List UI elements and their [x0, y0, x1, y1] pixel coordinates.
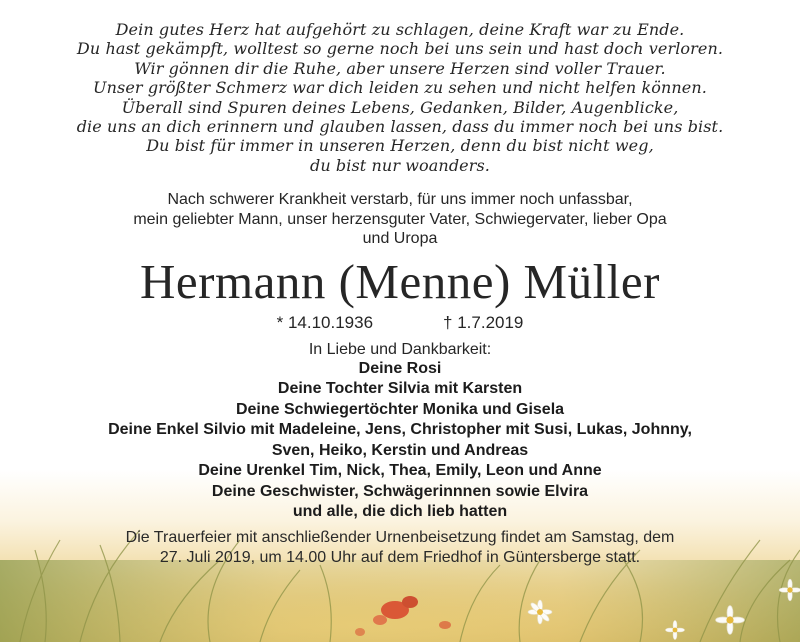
poem-line: Du hast gekämpft, wolltest so gerne noch bei uns sein und hast doch verloren. [76, 39, 724, 59]
death-date: † 1.7.2019 [443, 312, 524, 332]
poem-line: Überall sind Spuren deines Lebens, Gedanken, Bilder, Augenblicke, [121, 97, 679, 117]
poem-line: Wir gönnen dir die Ruhe, aber unsere Herzen sind voller Trauer. [134, 58, 666, 78]
mourner-line: Deine Urenkel Tim, Nick, Thea, Emily, Leon und Anne [198, 462, 602, 480]
mourner-line: Deine Geschwister, Schwägerinnnen sowie Elvira [211, 482, 589, 500]
life-dates [0, 312, 800, 334]
poem-line: Du bist für immer in unseren Herzen, denn du bist nicht weg, [146, 136, 654, 156]
poem-line: Dein gutes Herz hat aufgehört zu schlagen, deine Kraft war zu Ende. [115, 20, 685, 39]
announcement-line: Nach schwerer Krankheit verstarb, für uns immer noch unfassbar, [167, 191, 633, 209]
mourner-line: Sven, Heiko, Kerstin und Andreas [271, 441, 529, 459]
mourner-line: und alle, die dich lieb hatten [292, 503, 508, 521]
announcement-line: mein geliebter Mann, unser herzensguter Vater, Schwiegervater, lieber Opa [133, 210, 667, 228]
thanks-intro: In Liebe und Dankbarkeit: [308, 340, 492, 358]
announcement-line: und Uropa [362, 230, 438, 248]
poem-line: die uns an dich erinnern und glauben lassen, dass du immer noch bei uns bist. [76, 117, 724, 137]
poem-line: Unser größter Schmerz war dich leiden zu sehen und nicht helfen können. [93, 78, 707, 98]
mourner-line: Deine Tochter Silvia mit Karsten [277, 380, 523, 398]
mourner-line: Deine Schwiegertöchter Monika und Gisela [235, 400, 565, 418]
funeral-details [0, 528, 800, 568]
mourners-list [0, 359, 800, 523]
memorial-poem [0, 0, 800, 175]
funeral-line: 27. Juli 2019, um 14.00 Uhr auf dem Friedhof in Güntersberge statt. [159, 548, 641, 566]
mourner-line: Deine Enkel Silvio mit Madeleine, Jens, Christopher mit Susi, Lukas, Johnny, [108, 421, 692, 439]
death-announcement [0, 190, 800, 249]
birth-date: * 14.10.1936 [276, 312, 374, 332]
deceased-name: Hermann (Menne) Müller [140, 253, 660, 309]
funeral-line: Die Trauerfeier mit anschließender Urnenbeisetzung findet am Samstag, dem [125, 528, 675, 546]
mourner-line: Deine Rosi [358, 359, 442, 377]
poem-line: du bist nur woanders. [310, 155, 490, 175]
